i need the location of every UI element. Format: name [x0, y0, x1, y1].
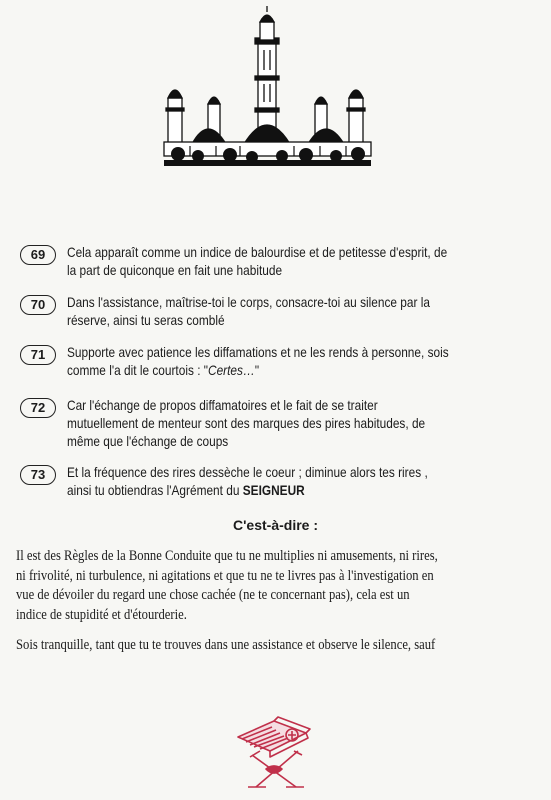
verse-quote-italic: Certes… — [207, 363, 255, 378]
verse-number-badge: 73 — [20, 465, 56, 485]
verse-line: Supporte avec patience les diffamations et ne les rends à personne, sois — [67, 345, 449, 360]
verse-text — [67, 244, 531, 280]
verse-text — [67, 294, 531, 330]
verse-number-badge: 72 — [20, 398, 56, 418]
commentary-paragraph — [16, 636, 535, 656]
verse-bold-word: SEIGNEUR — [242, 483, 305, 498]
verse-line — [67, 482, 531, 500]
verse-line: même que l'échange de coups — [67, 434, 229, 449]
paragraph-line: ni frivolité, ni turbulence, ni agitations et que tu ne te livres pas à l'investigation en — [16, 567, 434, 584]
verse-line-end: " — [254, 363, 260, 378]
verse-line-start: comme l'a dit le courtois : " — [67, 363, 208, 378]
verse-line: Dans l'assistance, maîtrise-toi le corps, consacre-toi au silence par la — [67, 295, 431, 310]
paragraph-line: Sois tranquille, tant que tu te trouves dans une assistance et observe le silence, sauf — [16, 637, 436, 653]
verse-line: Cela apparaît comme un indice de balourdise et de petitesse d'esprit, de — [67, 245, 448, 260]
verse-line: mutuellement de menteur sont des marques des pires habitudes, de — [67, 416, 426, 431]
paragraph-line: Il est des Règles de la Bonne Conduite que tu ne multiplies ni amusements, ni rires, — [16, 548, 438, 564]
paragraph-line: indice de stupidité et d'étourderie. — [16, 606, 187, 623]
verse-line: la part de quiconque en fait une habitude — [67, 263, 283, 278]
mosque-illustration — [160, 4, 375, 174]
verse-line: Car l'échange de propos diffamatoires et le fait de se traiter — [67, 398, 378, 413]
verse-text — [67, 344, 531, 380]
verse-number-badge: 71 — [20, 345, 56, 365]
verse-number-badge: 69 — [20, 245, 56, 265]
verse-text — [67, 464, 531, 500]
verse-line: réserve, ainsi tu seras comblé — [67, 313, 225, 328]
section-heading: C'est-à-dire : — [232, 517, 318, 533]
verse-line: Et la fréquence des rires dessèche le coeur ; diminue alors tes rires , — [67, 465, 428, 480]
commentary-paragraph — [16, 547, 535, 625]
verse-text — [67, 397, 531, 451]
book-on-stand-icon — [226, 707, 326, 793]
verse-line — [67, 362, 531, 380]
verse-number-badge: 70 — [20, 295, 56, 315]
verse-line-start: ainsi tu obtiendras l'Agrément du — [67, 483, 243, 498]
paragraph-line: vue de dévoiler du regard une chose cachée (ne te concernant pas), cela est un — [16, 587, 410, 603]
